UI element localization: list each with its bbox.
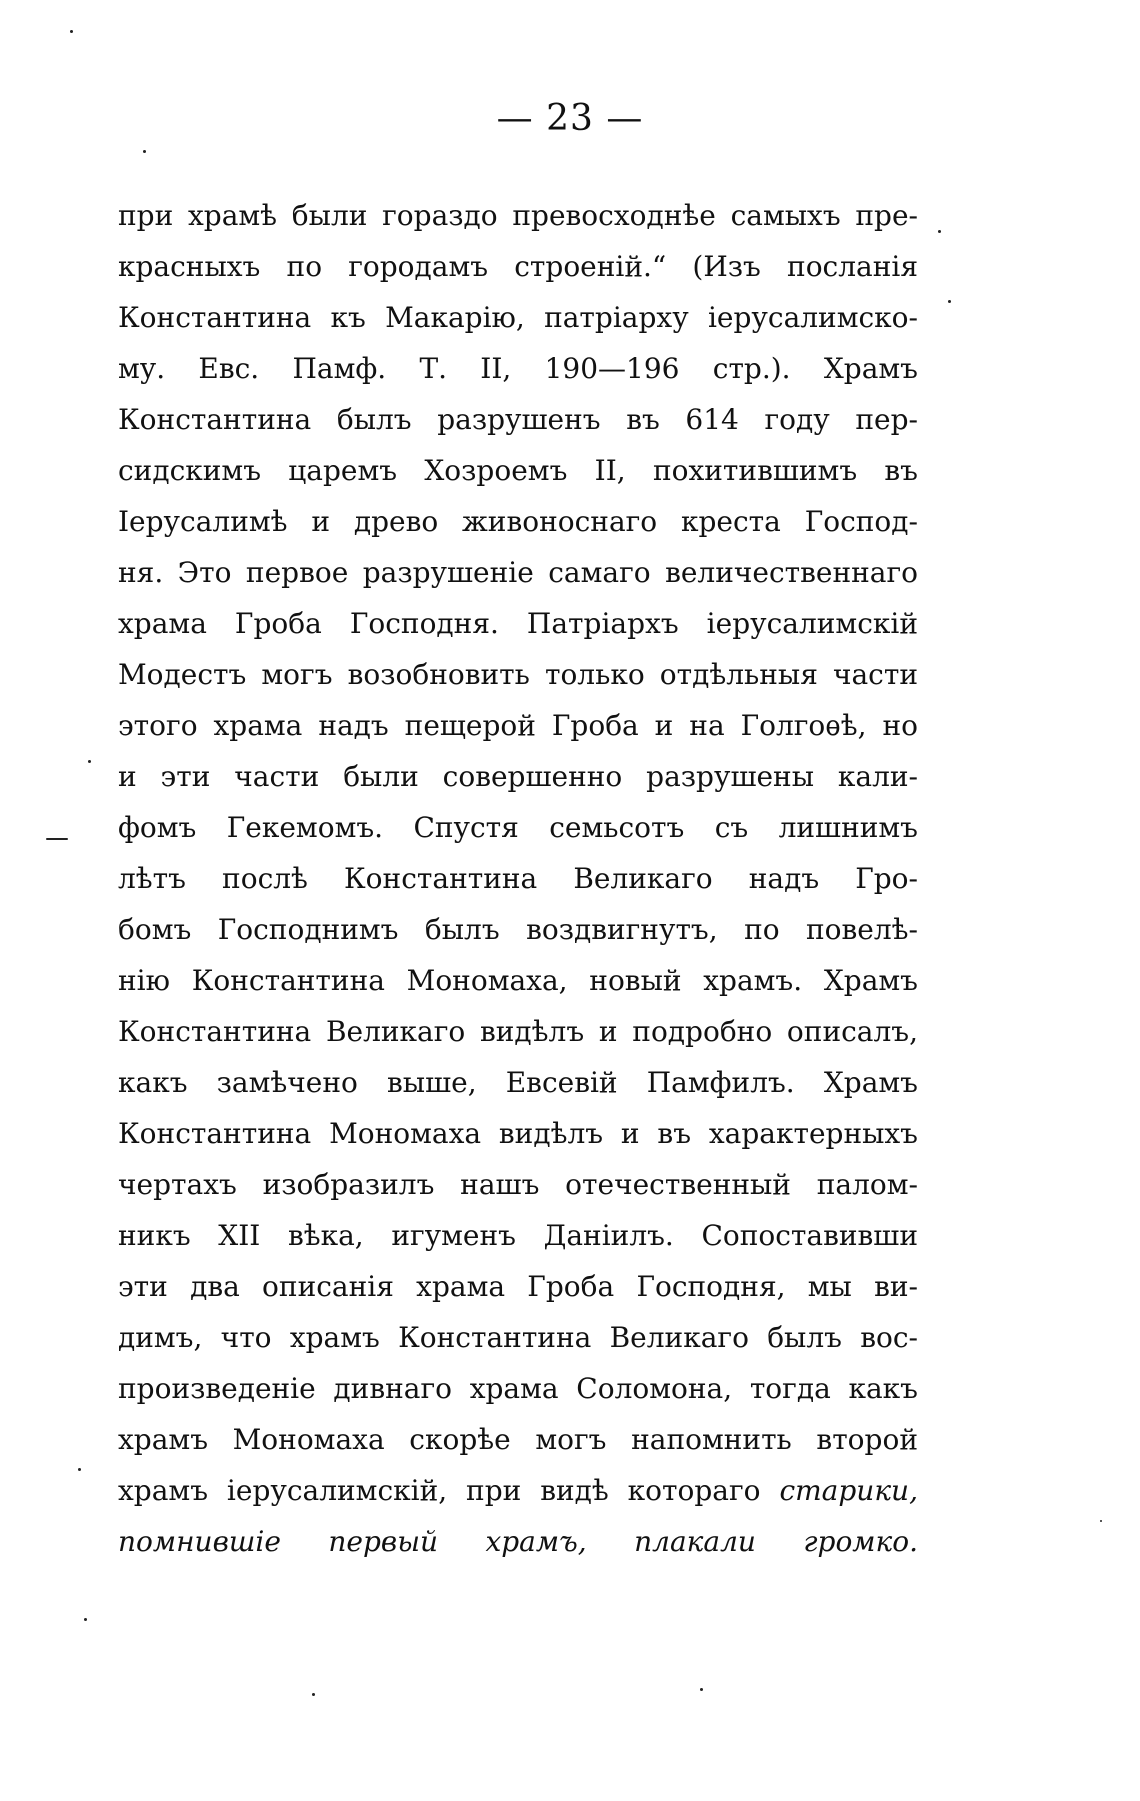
text-line-italic: помнившіе первый храмъ, плакали громко. (118, 1525, 918, 1558)
text-line: эти два описанія храма Гроба Господня, мы ви- (118, 1270, 918, 1303)
page-number: — 23 — (496, 98, 644, 139)
text-italic-segment: старики, (779, 1474, 918, 1507)
text-line: Константина Мономаха видѣлъ и въ характерныхъ (118, 1117, 918, 1150)
text-line: Модестъ могъ возобновить только отдѣльныя части (118, 658, 918, 691)
text-line: Константина былъ разрушенъ въ 614 году пер- (118, 403, 918, 436)
body-text (118, 190, 918, 1567)
text-line: сидскимъ царемъ Хозроемъ II, похитившимъ въ (118, 454, 918, 487)
scan-speck (46, 838, 68, 840)
text-line: красныхъ по городамъ строеній.“ (Изъ посланія (118, 250, 918, 283)
scan-speck (1100, 1520, 1102, 1522)
text-line: какъ замѣчено выше, Евсевій Памфилъ. Храмъ (118, 1066, 918, 1099)
text-line: храмъ Мономаха скорѣе могъ напомнить второй (118, 1423, 918, 1456)
scan-speck (938, 230, 941, 233)
scan-speck (84, 1618, 87, 1621)
text-line: Іерусалимѣ и древо живоноснаго креста Господ- (118, 505, 918, 538)
scan-speck (70, 30, 73, 33)
text-line: лѣтъ послѣ Константина Великаго надъ Гро- (118, 862, 918, 895)
text-plain-segment: храмъ іерусалимскій, при видѣ котораго (118, 1474, 780, 1507)
text-line: произведеніе дивнаго храма Соломона, тогда какъ (118, 1372, 918, 1405)
scan-speck (948, 300, 951, 303)
text-line: димъ, что храмъ Константина Великаго былъ вос- (118, 1321, 918, 1354)
text-line: при храмѣ были гораздо превосходнѣе самыхъ пре- (118, 199, 918, 232)
scan-speck (312, 1693, 315, 1696)
text-line: ня. Это первое разрушеніе самаго величественнаго (118, 556, 918, 589)
text-line: бомъ Господнимъ былъ воздвигнутъ, по повелѣ- (118, 913, 918, 946)
text-line: этого храма надъ пещерой Гроба и на Голгоѳѣ, но (118, 709, 918, 742)
text-line: Константина Великаго видѣлъ и подробно описалъ, (118, 1015, 918, 1048)
text-line: никъ XII вѣка, игуменъ Даніилъ. Сопоставивши (118, 1219, 918, 1252)
text-line: и эти части были совершенно разрушены кали- (118, 760, 918, 793)
text-line: чертахъ изобразилъ нашъ отечественный палом- (118, 1168, 918, 1201)
text-line: храма Гроба Господня. Патріархъ іерусалимскій (118, 607, 918, 640)
text-line: нію Константина Мономаха, новый храмъ. Храмъ (118, 964, 918, 997)
scan-speck (700, 1688, 703, 1691)
text-line: фомъ Гекемомъ. Спустя семьсотъ съ лишнимъ (118, 811, 918, 844)
scan-speck (143, 150, 146, 153)
scan-speck (88, 760, 91, 763)
scan-speck (78, 1468, 81, 1471)
text-line: му. Евс. Памф. Т. II, 190—196 стр.). Храмъ (118, 352, 918, 385)
text-line: Константина къ Макарію, патріарху іерусалимско- (118, 301, 918, 334)
text-line-mixed (118, 1465, 918, 1516)
